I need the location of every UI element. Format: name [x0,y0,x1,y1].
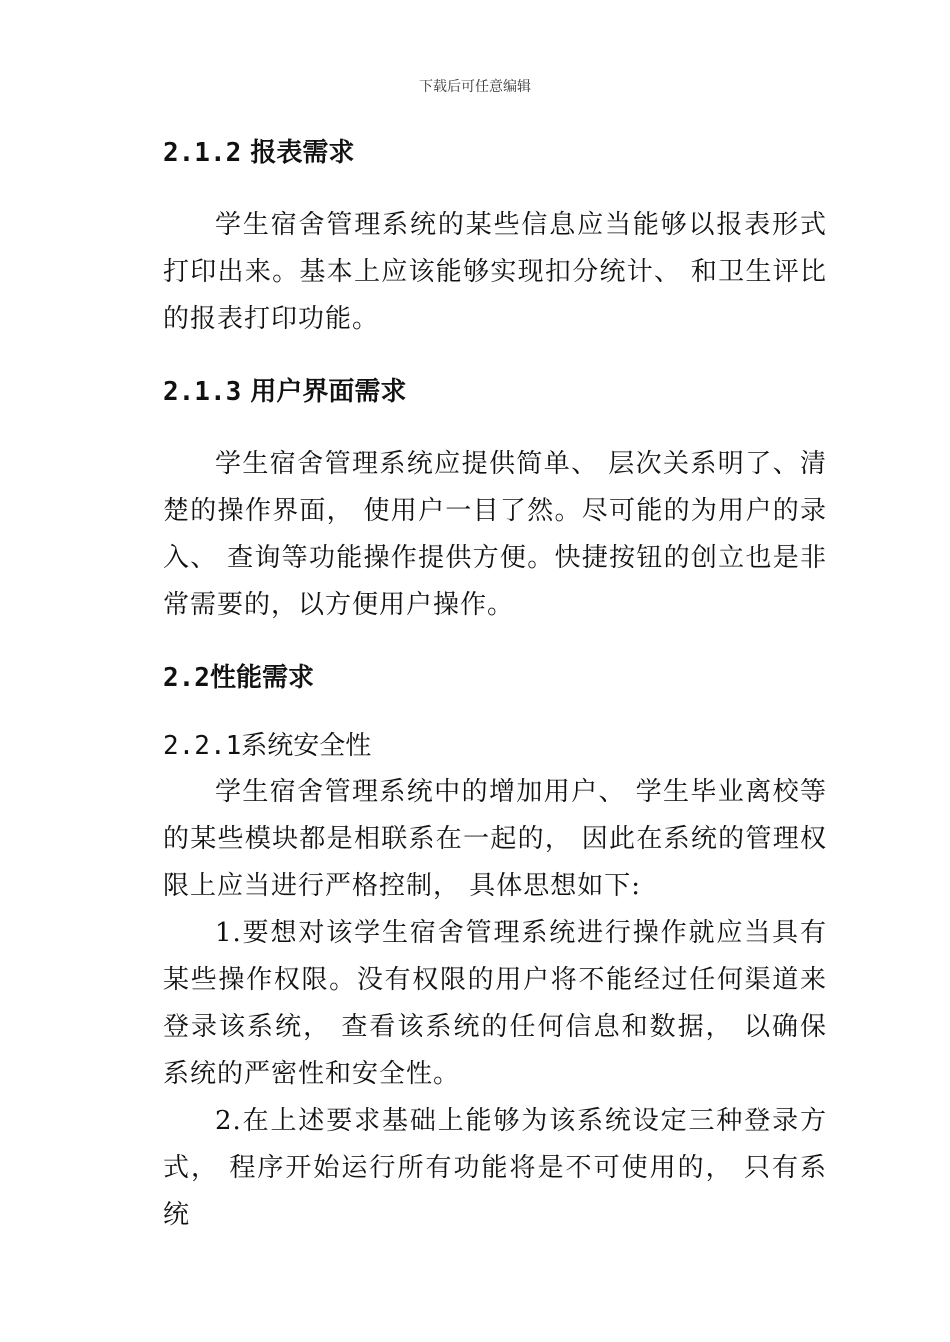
document-body [163,130,827,1239]
section-number: 2.2.1 [163,731,242,761]
paragraph-report-requirements: 学生宿舍管理系统的某些信息应当能够以报表形式打印出来。基本上应该能够实现扣分统计、 和卫生评比的报表打印功能。 [163,210,827,334]
section-title: 系统安全性 [241,731,372,761]
paragraph-ui-requirements: 学生宿舍管理系统应提供简单、 层次关系明了、清楚的操作界面， 使用户一目了然。尽可能的为用户的录入、 查询等功能操作提供方便。快捷按钮的创立也是非常需要的，以方便用户操作。 [163,449,827,620]
section-title: 报表需求 [250,138,355,168]
section-title: 性能需求 [209,663,314,693]
section-heading-2-1-3 [163,369,827,415]
page-header-note: 下载后可任意编辑 [419,79,531,95]
section-title: 用户界面需求 [250,377,407,407]
section-heading-2-1-2 [163,130,827,176]
list-item-1: 1.要想对该学生宿舍管理系统进行操作就应当具有某些操作权限。没有权限的用户将不能经过任何渠道来登录该系统， 查看该系统的任何信息和数据， 以确保系统的严密性和安全性。 [163,918,827,1089]
section-number: 2.2 [163,663,210,693]
paragraph-security-intro: 学生宿舍管理系统中的增加用户、 学生毕业离校等的某些模块都是相联系在一起的， 因此在系统的管理权限上应当进行严格控制， 具体思想如下: [163,777,827,901]
list-item-2: 2.在上述要求基础上能够为该系统设定三种登录方式， 程序开始运行所有功能将是不可使用的， 只有系统 [163,1106,827,1230]
section-number: 2.1.2 [163,138,242,168]
section-heading-2-2 [163,655,827,701]
section-number: 2.1.3 [163,377,242,407]
section-heading-2-2-1 [163,723,827,769]
